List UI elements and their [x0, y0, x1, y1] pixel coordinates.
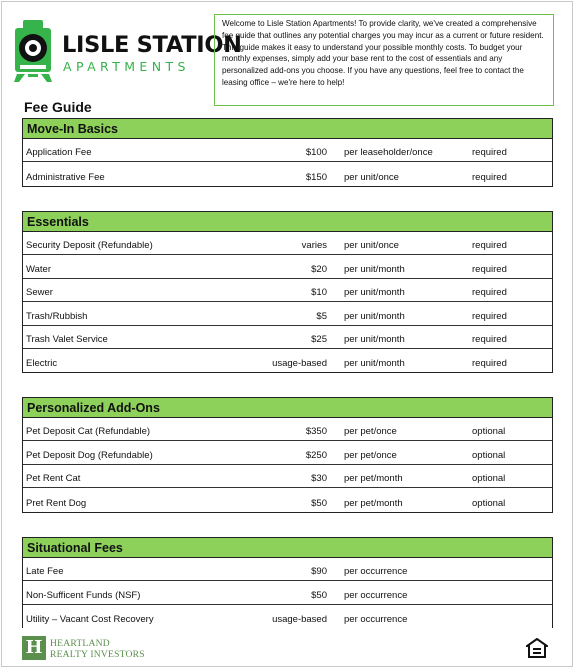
section-personalized-add-ons	[22, 397, 553, 513]
heartland-mark: H	[22, 636, 46, 660]
table-row	[23, 255, 552, 278]
section-header: Personalized Add-Ons	[23, 397, 552, 418]
fee-name: Non-Sufficent Funds (NSF)	[26, 589, 141, 601]
fee-name: Sewer	[26, 287, 53, 299]
fee-amount: $50	[311, 497, 327, 509]
table-row	[23, 162, 552, 185]
fee-unit: per occurrence	[344, 566, 408, 578]
fee-status: optional	[472, 497, 506, 509]
table-row	[23, 279, 552, 302]
fee-unit: per pet/month	[344, 473, 403, 485]
fee-status: required	[472, 263, 507, 275]
fee-unit: per unit/once	[344, 240, 399, 252]
heartland-logo	[22, 636, 162, 662]
fee-name: Administrative Fee	[26, 171, 105, 183]
fee-status: required	[472, 147, 507, 159]
fee-name: Security Deposit (Refundable)	[26, 240, 153, 252]
table-row	[23, 558, 552, 581]
fee-name: Water	[26, 263, 51, 275]
fee-name: Trash/Rubbish	[26, 310, 88, 322]
fee-unit: per pet/once	[344, 426, 397, 438]
table-row	[23, 581, 552, 604]
brand-logo	[14, 18, 242, 84]
section-header: Move-In Basics	[23, 118, 552, 139]
company-name-line1: HEARTLAND	[50, 638, 110, 649]
welcome-note: Welcome to Lisle Station Apartments! To provide clarity, we've created a comprehensive fee guide that outlines any potential charges you may incur as a current or future resident. This guide makes it easy to understand your possible monthly costs. To budget your monthly expenses, simply add your base rent to the cost of essentials and any personalized add-ons you choose. If you have any questions, feel free to contact the leasing office – we're here to help!	[214, 14, 554, 106]
fee-status: required	[472, 358, 507, 370]
section-essentials	[22, 211, 553, 373]
fee-status: optional	[472, 426, 506, 438]
fee-status: required	[472, 310, 507, 322]
section-header: Essentials	[23, 211, 552, 232]
fee-unit: per unit/once	[344, 171, 399, 183]
brand-name: LISLE STATION	[62, 32, 242, 58]
fee-unit: per unit/month	[344, 263, 405, 275]
fee-unit: per unit/month	[344, 310, 405, 322]
section-header: Situational Fees	[23, 537, 552, 558]
fee-amount: $350	[305, 426, 327, 438]
table-row	[23, 139, 552, 162]
fee-amount: $5	[316, 310, 327, 322]
fee-amount: $100	[305, 147, 327, 159]
fee-name: Pet Rent Cat	[26, 473, 81, 485]
fee-name: Utility – Vacant Cost Recovery	[26, 614, 154, 626]
fee-unit: per pet/month	[344, 497, 403, 509]
fee-amount: usage-based	[272, 614, 327, 626]
fee-unit: per unit/month	[344, 333, 405, 345]
fee-name: Electric	[26, 358, 58, 370]
table-row	[23, 349, 552, 372]
table-row	[23, 232, 552, 255]
fee-amount: $20	[311, 263, 327, 275]
fee-status: optional	[472, 449, 506, 461]
fee-amount: $10	[311, 287, 327, 299]
fee-status: required	[472, 333, 507, 345]
fee-unit: per unit/month	[344, 358, 405, 370]
section-move-in-basics	[22, 118, 553, 187]
fee-status: required	[472, 240, 507, 252]
fee-unit: per pet/once	[344, 449, 397, 461]
fee-name: Application Fee	[26, 147, 92, 159]
fee-amount: $150	[305, 171, 327, 183]
company-name-line2: REALTY INVESTORS	[50, 649, 145, 660]
fee-unit: per occurrence	[344, 589, 408, 601]
fee-amount: usage-based	[272, 358, 327, 370]
table-row	[23, 605, 552, 628]
fee-status: optional	[472, 473, 506, 485]
fee-name: Pret Rent Dog	[26, 497, 87, 509]
table-row	[23, 465, 552, 488]
fee-name: Pet Deposit Dog (Refundable)	[26, 449, 153, 461]
fee-amount: $90	[311, 566, 327, 578]
fee-amount: $250	[305, 449, 327, 461]
equal-housing-icon	[526, 638, 548, 658]
fee-amount: varies	[301, 240, 327, 252]
fee-status: required	[472, 287, 507, 299]
fee-name: Late Fee	[26, 566, 64, 578]
fee-amount: $50	[311, 589, 327, 601]
table-row	[23, 302, 552, 325]
section-situational-fees	[22, 537, 553, 628]
page-title: Fee Guide	[24, 99, 92, 115]
table-row	[23, 326, 552, 349]
table-row	[23, 418, 552, 441]
brand-subtitle: APARTMENTS	[63, 59, 190, 74]
train-icon	[14, 18, 54, 82]
fee-unit: per unit/month	[344, 287, 405, 299]
fee-name: Pet Deposit Cat (Refundable)	[26, 426, 151, 438]
fee-unit: per occurrence	[344, 614, 408, 626]
fee-name: Trash Valet Service	[26, 333, 108, 345]
fee-unit: per leaseholder/once	[344, 147, 433, 159]
table-row	[23, 441, 552, 464]
fee-amount: $30	[311, 473, 327, 485]
table-row	[23, 488, 552, 511]
fee-status: required	[472, 171, 507, 183]
fee-amount: $25	[311, 333, 327, 345]
